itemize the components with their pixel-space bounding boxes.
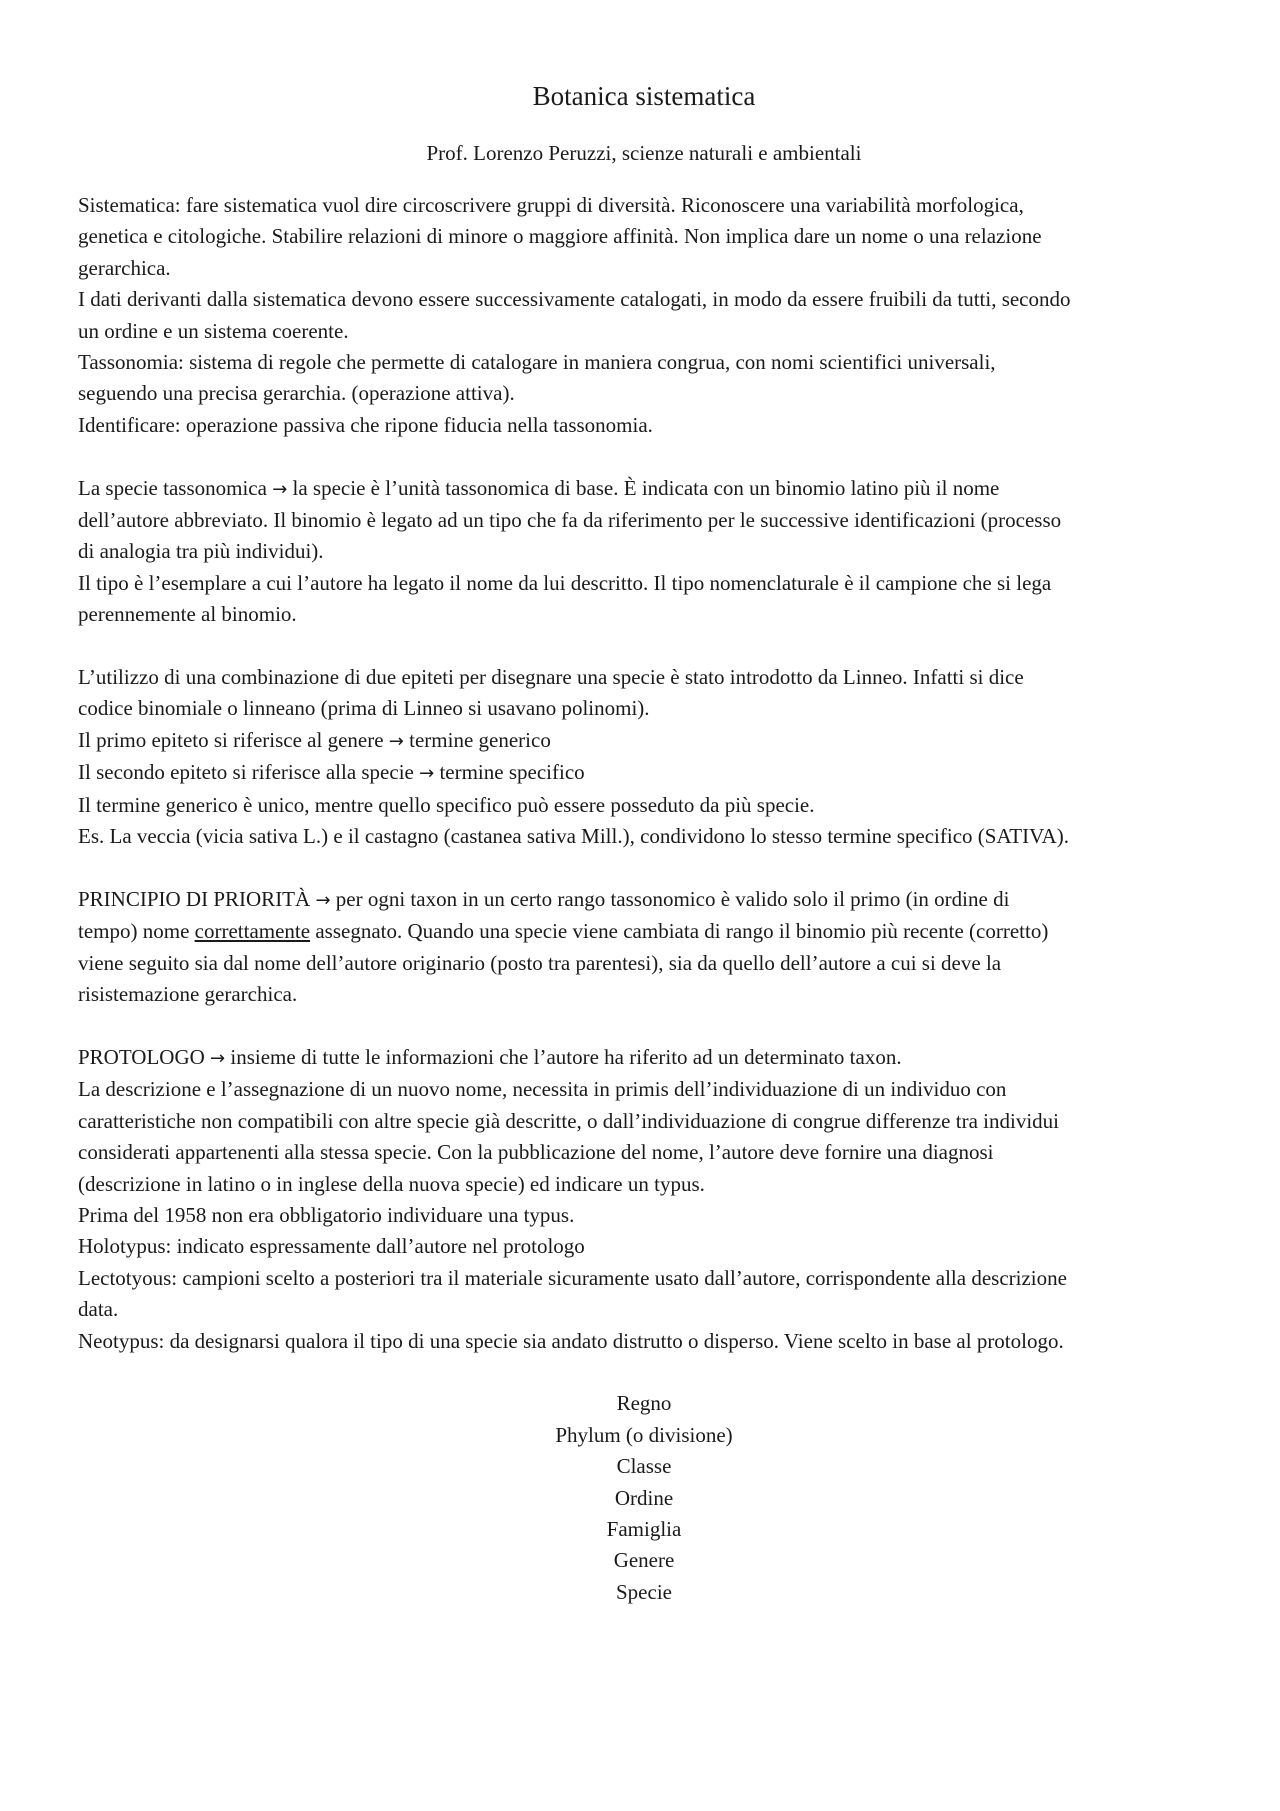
- text-line: Tassonomia: sistema di regole che permette di catalogare in maniera congrua, con nomi scientifici universali,: [78, 350, 996, 375]
- text-line: dell’autore abbreviato. Il binomio è legato ad un tipo che fa da riferimento per le successive identificazioni (processo: [78, 508, 1062, 533]
- text-line: gerarchica.: [78, 255, 171, 280]
- text-line: Il termine generico è unico, mentre quello specifico può essere posseduto da più specie.: [78, 792, 815, 817]
- text-line: seguendo una precisa gerarchia. (operazione attiva).: [78, 381, 515, 406]
- paragraph-protologo: [78, 1042, 1210, 1357]
- arrow-right-icon: →: [315, 889, 331, 911]
- taxonomic-hierarchy-list: [78, 1388, 1210, 1608]
- text-line: un ordine e un sistema coerente.: [78, 318, 349, 343]
- arrow-right-icon: →: [388, 730, 404, 752]
- text-line: I dati derivanti dalla sistematica devono essere successivamente catalogati, in modo da essere fruibili da tutti, secondo: [78, 287, 1071, 312]
- text-line: data.: [78, 1297, 119, 1322]
- text-line: (descrizione in latino o in inglese della nuova specie) ed indicare un typus.: [78, 1171, 705, 1196]
- text-line: L’utilizzo di una combinazione di due epiteti per disegnare una specie è stato introdotto da Linneo. Infatti si dice: [78, 665, 1024, 690]
- paragraph-specie-tassonomica: [78, 473, 1210, 631]
- text-line: Es. La veccia (vicia sativa L.) e il castagno (castanea sativa Mill.), condividono lo stesso termine specifico (SATIVA).: [78, 824, 1069, 849]
- hierarchy-item: Phylum (o divisione): [555, 1422, 733, 1447]
- text-line: Prima del 1958 non era obbligatorio individuare una typus.: [78, 1202, 575, 1227]
- paragraph-codice-binomiale: [78, 662, 1210, 852]
- text-line: Neotypus: da designarsi qualora il tipo di una specie sia andato distrutto o disperso. Viene scelto in base al protologo.: [78, 1328, 1064, 1353]
- text-line: caratteristiche non compatibili con altre specie già descritte, o dall’individuazione di congrue differenze tra individui: [78, 1108, 1059, 1133]
- text-line: Il primo epiteto si riferisce al genere → termine generico: [78, 727, 551, 752]
- hierarchy-item: Regno: [616, 1391, 672, 1416]
- text-line: Lectotyous: campioni scelto a posteriori tra il materiale sicuramente usato dall’autore, corrispondente alla descrizione: [78, 1265, 1067, 1290]
- text-line: Il tipo è l’esemplare a cui l’autore ha legato il nome da lui descritto. Il tipo nomenclaturale è il campione che si lega: [78, 570, 1052, 595]
- paragraph-principio-priorita: [78, 884, 1210, 1011]
- arrow-right-icon: →: [419, 763, 435, 785]
- hierarchy-item: Ordine: [614, 1485, 674, 1510]
- arrow-right-icon: →: [210, 1047, 226, 1069]
- text-line: Holotypus: indicato espressamente dall’autore nel protologo: [78, 1234, 585, 1259]
- hierarchy-item: Genere: [613, 1548, 675, 1573]
- document-title: Botanica sistematica: [532, 81, 756, 111]
- text-line: perennemente al binomio.: [78, 602, 297, 627]
- text-line: La descrizione e l’assegnazione di un nuovo nome, necessita in primis dell’individuazione di un individuo con: [78, 1077, 1007, 1102]
- text-line: Identificare: operazione passiva che ripone fiducia nella tassonomia.: [78, 412, 653, 437]
- text-line: La specie tassonomica → la specie è l’unità tassonomica di base. È indicata con un binomio latino più il nome: [78, 475, 1000, 500]
- hierarchy-item: Classe: [616, 1454, 672, 1479]
- underlined-word: correttamente: [194, 919, 311, 944]
- text-line: PRINCIPIO DI PRIORITÀ → per ogni taxon in un certo rango tassonomico è valido solo il primo (in ordine di: [78, 886, 1010, 911]
- paragraph-sistematica: [78, 190, 1210, 441]
- text-line: viene seguito sia dal nome dell’autore originario (posto tra parentesi), sia da quello dell’autore a cui si deve la: [78, 950, 1002, 975]
- hierarchy-item: Famiglia: [606, 1516, 682, 1541]
- document-subtitle: Prof. Lorenzo Peruzzi, scienze naturali e ambientali: [426, 141, 862, 165]
- hierarchy-item: Specie: [616, 1579, 672, 1604]
- text-line: Sistematica: fare sistematica vuol dire circoscrivere gruppi di diversità. Riconoscere una variabilità morfologica,: [78, 193, 1024, 217]
- text-line: PROTOLOGO → insieme di tutte le informazioni che l’autore ha riferito ad un determinato taxon.: [78, 1044, 902, 1069]
- text-line: di analogia tra più individui).: [78, 539, 324, 564]
- text-line: genetica e citologiche. Stabilire relazioni di minore o maggiore affinità. Non implica dare un nome o una relazione: [78, 224, 1042, 249]
- text-line: considerati appartenenti alla stessa specie. Con la pubblicazione del nome, l’autore deve fornire una diagnosi: [78, 1140, 994, 1165]
- arrow-right-icon: →: [272, 478, 288, 500]
- text-line: risistemazione gerarchica.: [78, 982, 298, 1007]
- document-page: [78, 78, 1210, 1608]
- text-line: codice binomiale o linneano (prima di Linneo si usavano polinomi).: [78, 696, 650, 721]
- text-line: tempo) nome correttamente assegnato. Quando una specie viene cambiata di rango il binomio più recente (corretto): [78, 919, 1049, 944]
- text-line: Il secondo epiteto si riferisce alla specie → termine specifico: [78, 760, 585, 785]
